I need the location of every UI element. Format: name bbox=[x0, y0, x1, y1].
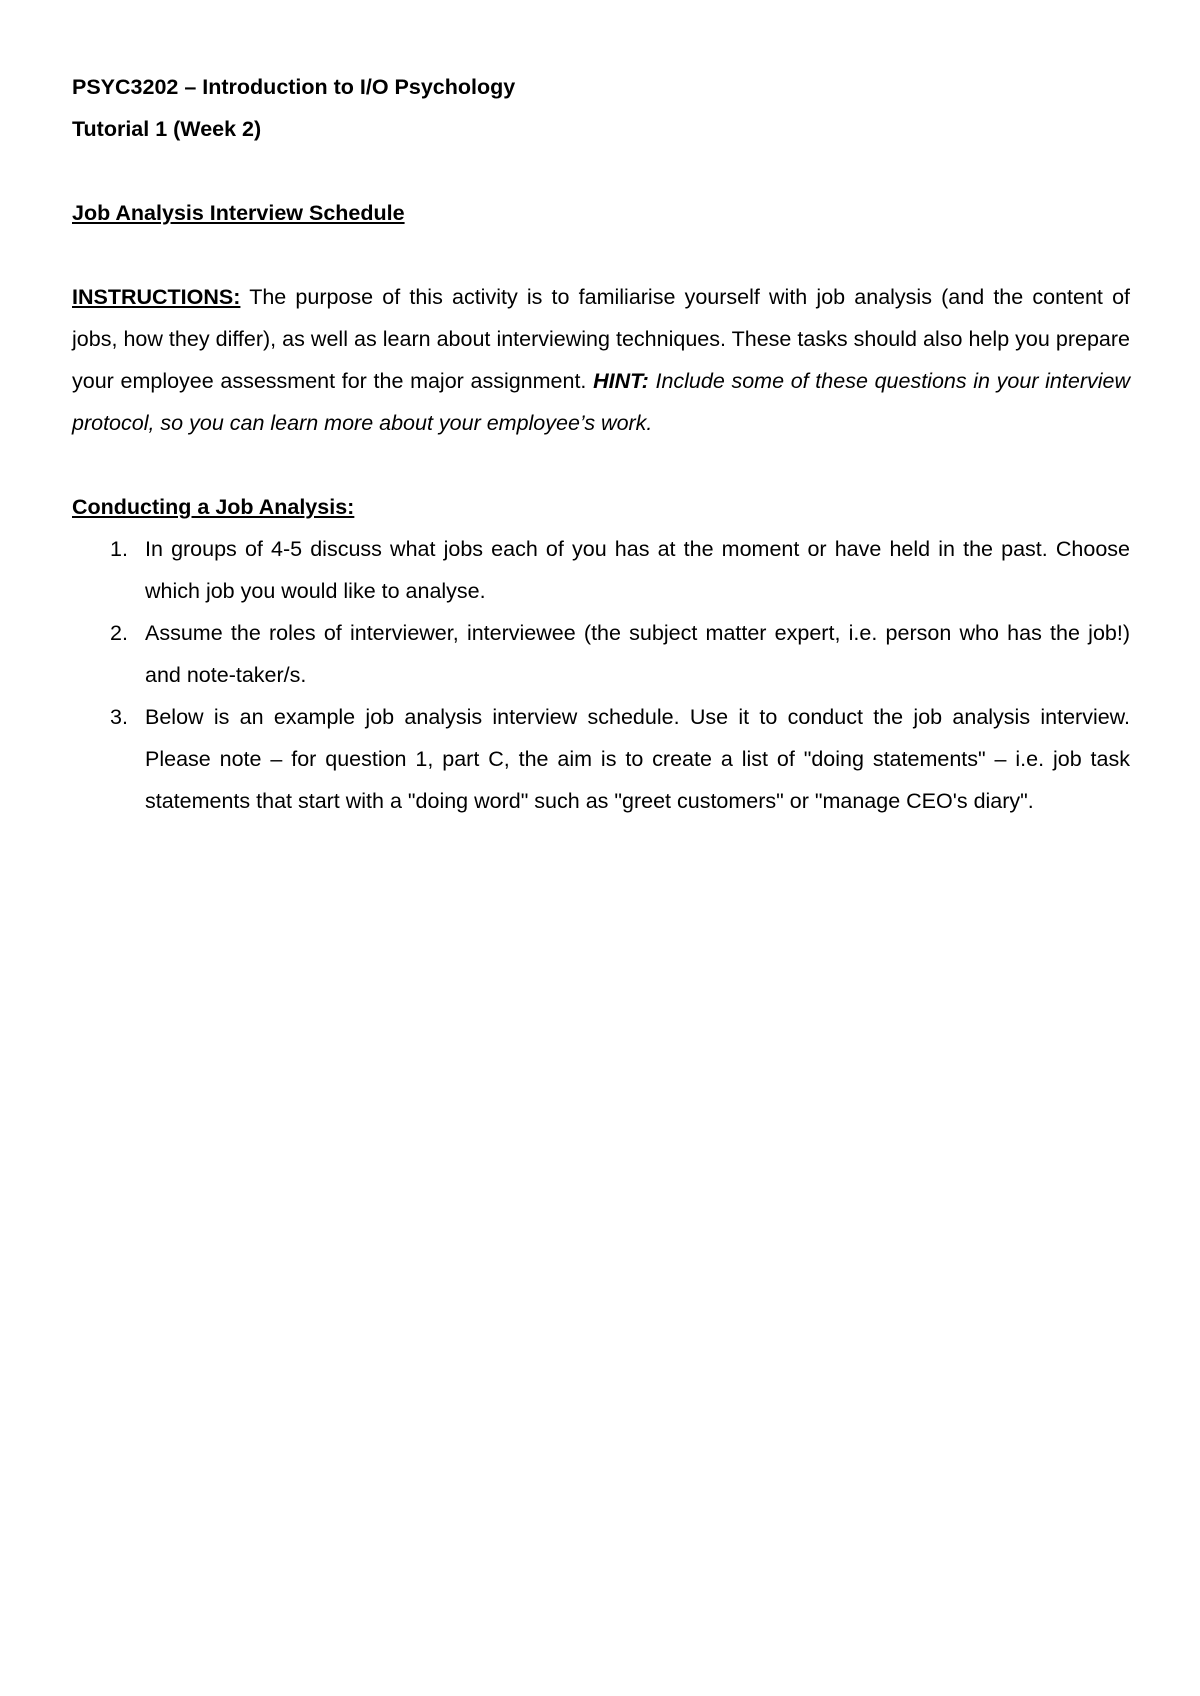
list-item-text: Assume the roles of interviewer, interviewee (the subject matter expert, i.e. person who has the job!) and note-taker/s. bbox=[145, 621, 1130, 687]
section-heading: Conducting a Job Analysis: bbox=[72, 495, 355, 519]
schedule-heading: Job Analysis Interview Schedule bbox=[72, 201, 405, 225]
list-item-text: In groups of 4-5 discuss what jobs each of you has at the moment or have held in the past. Choose which job you would like to analyse. bbox=[145, 537, 1130, 603]
hint-label: HINT: bbox=[593, 369, 649, 393]
instructions-label: INSTRUCTIONS: bbox=[72, 285, 241, 309]
instructions-paragraph bbox=[72, 276, 1130, 444]
hint-text: Include some of these questions in your interview protocol, so you can learn more about your employee’s work. bbox=[72, 369, 1130, 435]
list-item bbox=[72, 528, 1130, 612]
list-item-text: Below is an example job analysis interview schedule. Use it to conduct the job analysis interview. Please note – for question 1, part C, the aim is to create a list of "doing statements" – i.e. job task statements that start with a "doing word" such as "greet customers" or "manage CEO's diary". bbox=[145, 705, 1130, 813]
instructions-body: The purpose of this activity is to familiarise yourself with job analysis (and the content of jobs, how they differ), as well as learn about interviewing techniques. These tasks should also help you prepare your employee assessment for the major assignment. bbox=[72, 285, 1130, 393]
list-item-number: 3. bbox=[110, 705, 128, 729]
steps-list bbox=[72, 528, 1130, 822]
list-item bbox=[72, 696, 1130, 822]
list-item-number: 1. bbox=[110, 537, 128, 561]
list-item-number: 2. bbox=[110, 621, 128, 645]
list-item bbox=[72, 612, 1130, 696]
tutorial-label: Tutorial 1 (Week 2) bbox=[72, 117, 262, 141]
course-title: PSYC3202 – Introduction to I/O Psychology bbox=[72, 75, 516, 99]
